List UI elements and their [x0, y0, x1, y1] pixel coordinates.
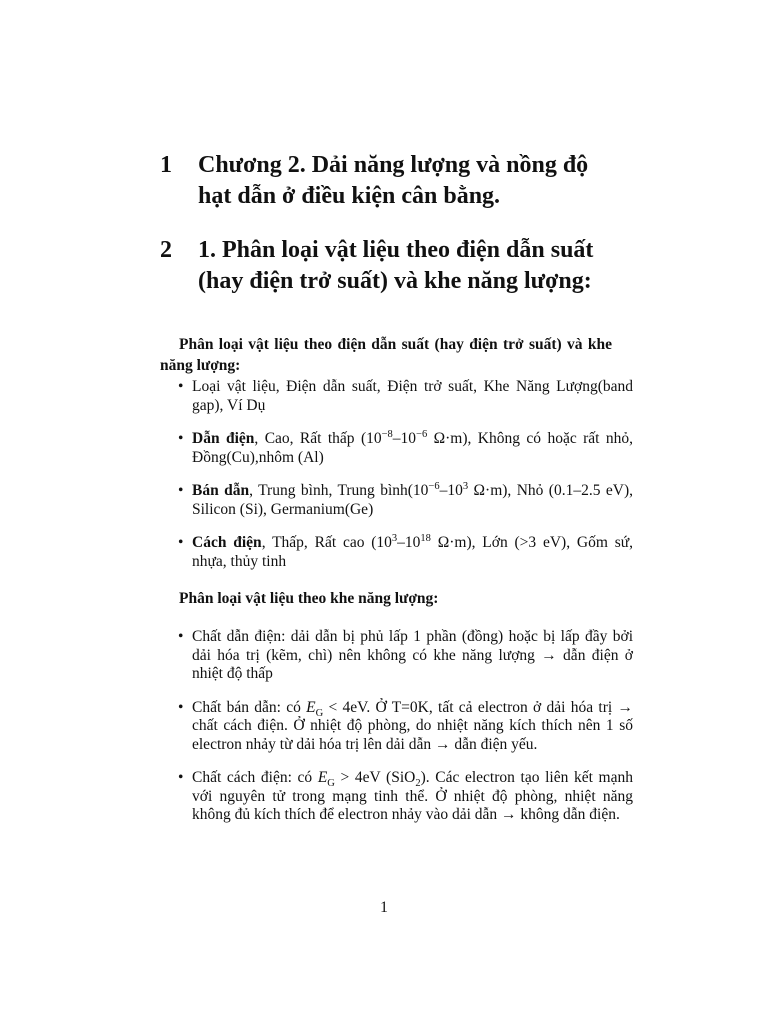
list-item: [178, 430, 633, 467]
material-term: Bán dẫn: [192, 482, 250, 499]
material-table-list: [178, 378, 633, 586]
exponent: −8: [381, 428, 393, 440]
subheading: Phân loại vật liệu theo khe năng lượng:: [179, 590, 439, 607]
bullet-icon: •: [178, 769, 184, 786]
page-number: 1: [380, 899, 388, 916]
subscript: 2: [415, 778, 421, 790]
list-item-text: ). Các electron tạo liên kết mạnh với nguyên tử trong mạng tinh thể. Ở nhiệt độ phòng, nhiệt năng không đủ kích thích để electron nhảy vào dải dẫn → không dẫn điện.: [192, 769, 633, 823]
bullet-icon: •: [178, 628, 184, 645]
energy-gap-symbol: E: [317, 769, 328, 786]
list-item-text: –10: [439, 482, 463, 499]
bullet-icon: •: [178, 534, 184, 551]
material-term: Cách điện: [192, 534, 262, 551]
list-item-text: > 4eV (SiO: [334, 769, 416, 786]
list-item: [178, 534, 633, 571]
list-item-text: < 4eV. Ở T=0K, tất cả electron ở dải hóa trị → chất cách điện. Ở nhiệt độ phòng, do nhiệt năng kích thích nên 1 số electron nhảy từ dải hóa trị lên dải dẫn → dẫn điện yếu.: [192, 698, 633, 753]
bullet-icon: •: [178, 378, 184, 395]
exponent: −6: [416, 428, 428, 440]
section-heading-2: [160, 235, 620, 297]
section-title: 1. Phân loại vật liệu theo điện dẫn suất (hay điện trở suất) và khe năng lượng:: [198, 237, 594, 294]
section-number: 2: [160, 237, 172, 263]
material-term: Dẫn điện: [192, 430, 255, 447]
list-item: [178, 482, 633, 519]
exponent: −6: [428, 480, 440, 492]
bullet-icon: •: [178, 482, 184, 499]
list-item-text: –10: [392, 430, 417, 447]
list-item-text: Loại vật liệu, Điện dẫn suất, Điện trở suất, Khe Năng Lượng(band gap), Ví Dụ: [192, 378, 633, 414]
section-title: Chương 2. Dải năng lượng và nồng độ hạt dẫn ở điều kiện cân bằng.: [198, 152, 589, 209]
list-item-text: Ω·m), Nhỏ (0.1–2.5 eV), Silicon (Si), Germanium(Ge): [192, 482, 633, 518]
list-item: [178, 628, 633, 684]
list-item-text: Chất dẫn điện: dải dẫn bị phủ lấp 1 phần (đồng) hoặc bị lấp đầy bởi dải hóa trị (kẽm, chì) nên không có khe năng lượng → dẫn điện ở nhiệt độ thấp: [192, 628, 633, 682]
list-item-text: Chất cách điện: có: [192, 769, 318, 786]
exponent: 3: [391, 532, 398, 544]
list-item-text: , Cao, Rất thấp (10: [254, 430, 382, 447]
section-heading-1: [160, 150, 620, 212]
list-item-text: , Trung bình, Trung bình(10: [249, 482, 429, 499]
subscript: G: [327, 778, 335, 790]
band-gap-list: [178, 628, 633, 840]
list-item: [178, 699, 633, 755]
energy-gap-symbol: E: [306, 698, 316, 716]
list-item-text: Chất bán dẫn: có: [192, 698, 307, 716]
list-item: [178, 378, 633, 415]
list-item-text: –10: [397, 534, 421, 551]
list-item: [178, 769, 633, 825]
list-item-text: , Thấp, Rất cao (10: [261, 534, 392, 551]
section-number: 1: [160, 152, 172, 178]
intro-paragraph: Phân loại vật liệu theo điện dẫn suất (hay điện trở suất) và khe năng lượng:: [160, 335, 612, 374]
bullet-icon: •: [178, 430, 184, 447]
exponent: 18: [420, 532, 431, 544]
list-item-text: Ω·m), Không có hoặc rất nhỏ, Đồng(Cu),nhôm (Al): [192, 430, 633, 466]
exponent: 3: [462, 480, 469, 492]
bullet-icon: •: [178, 698, 184, 716]
subscript: G: [315, 707, 324, 719]
list-item-text: Ω·m), Lớn (>3 eV), Gốm sứ, nhựa, thủy tinh: [192, 534, 634, 570]
